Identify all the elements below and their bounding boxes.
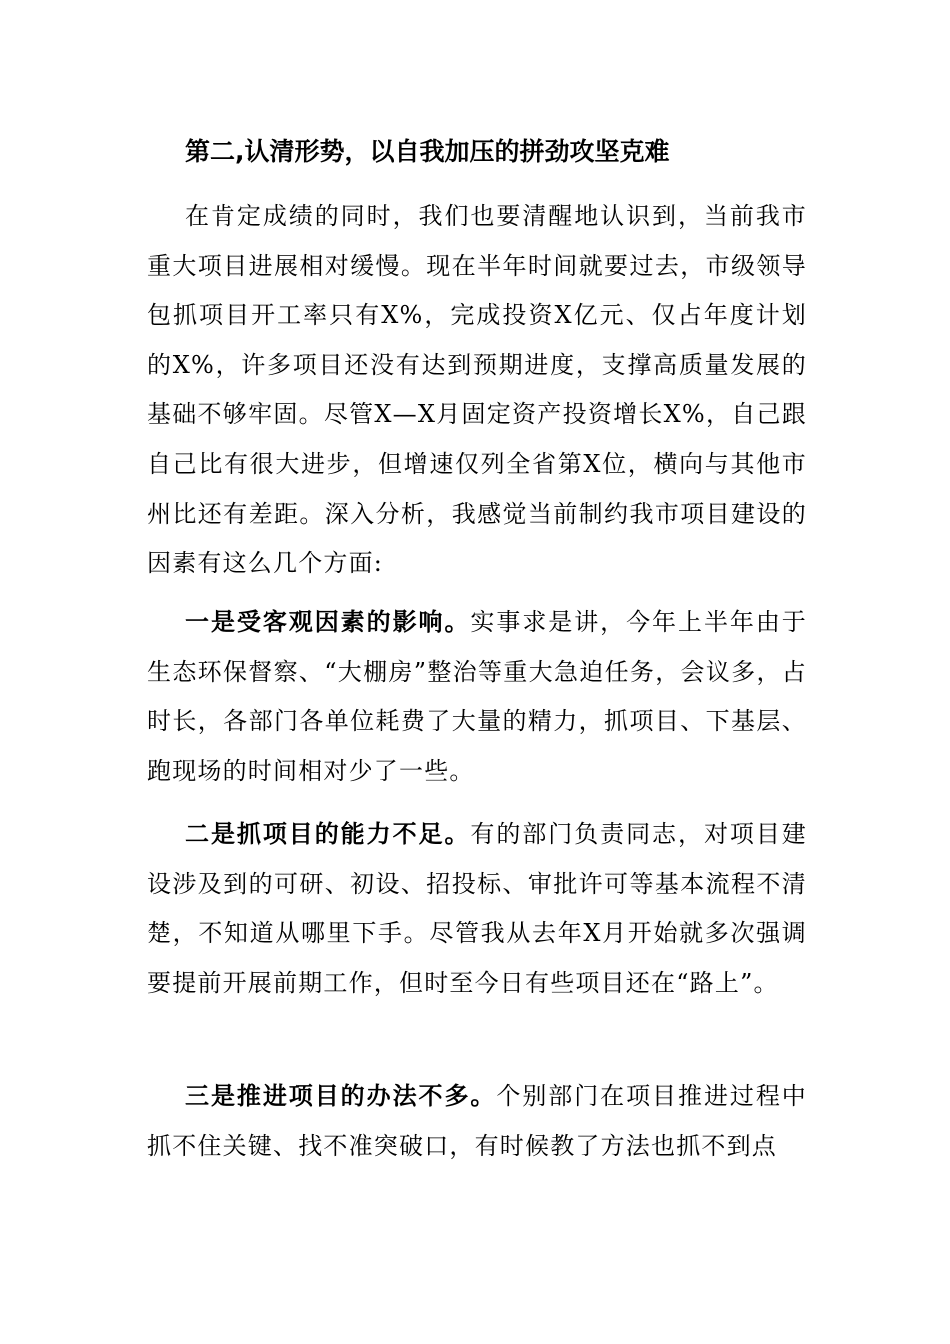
paragraph-body: 在肯定成绩的同时，我们也要清醒地认识到，当前我市重大项目进展相对缓慢。现在半年时间就要过去，市级领导包抓项目开工率只有X%，完成投资X亿元、仅占年度计划的X%，许多项目还没有达到预期进度，支撑高质量发展的基础不够牢固。尽管X—X月固定资产投资增长X%，自己跟自己比有很大进步，但增速仅列全省第X位，横向与其他市州比还有差距。深入分析，我感觉当前制约我市项目建设的因素有这么几个方面: (147, 202, 807, 578)
paragraph-objective-factors (147, 597, 807, 796)
paragraph-body: 有的部门负责同志，对项目建设涉及到的可研、初设、招投标、审批许可等基本流程不清楚，不知道从哪里下手。尽管我从去年X月开始就多次强调要提前开展前期工作，但时至今日有些项目还在“路上”。 (147, 820, 807, 997)
paragraph-lead: 三是推进项目的办法不多。 (185, 1081, 497, 1110)
section-heading: 第二,认清形势，以自我加压的拼劲攻坚克难 (185, 137, 670, 166)
paragraph-methods-lacking (147, 1071, 807, 1171)
paragraph-current-situation (147, 191, 807, 589)
paragraph-body: 个别部门在项目推进过程中抓不住关键、找不准突破口，有时候教了方法也抓不到点 (147, 1082, 807, 1160)
paragraph-body: 实事求是讲，今年上半年由于生态环保督察、“大棚房”整治等重大急迫任务，会议多，占时长，各部门各单位耗费了大量的精力，抓项目、下基层、跑现场的时间相对少了一些。 (147, 608, 807, 785)
paragraph-lead: 二是抓项目的能力不足。 (185, 819, 471, 848)
paragraph-lead: 一是受客观因素的影响。 (185, 607, 471, 636)
paragraph-capability-gap (147, 809, 807, 1008)
